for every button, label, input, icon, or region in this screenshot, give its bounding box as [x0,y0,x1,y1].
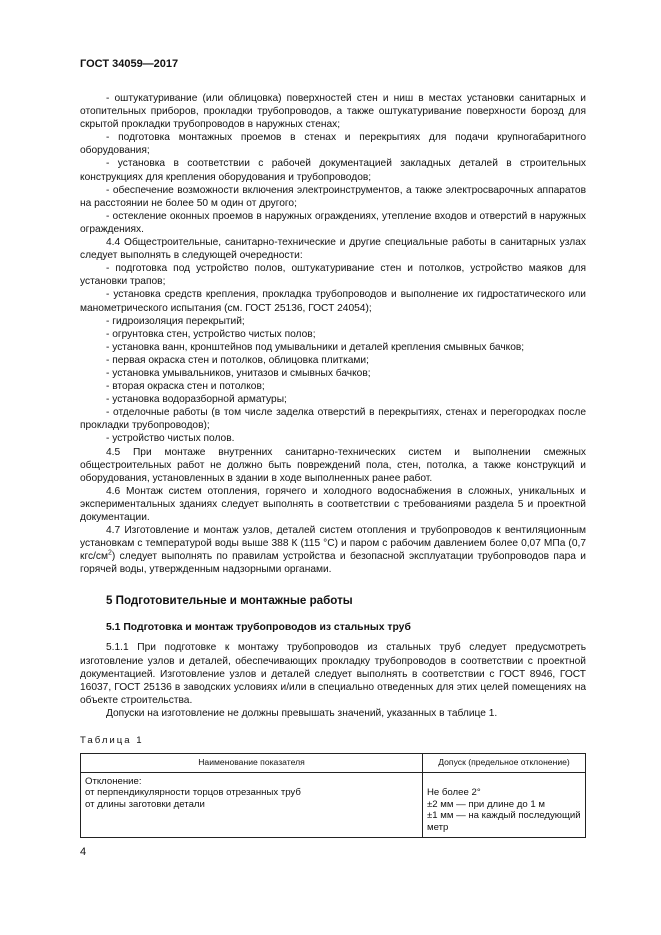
section-5-title: 5 Подготовительные и монтажные работы [106,594,353,608]
table-1 [80,753,586,838]
paragraph: - обеспечение возможности включения электроинструментов, а также электросварочных аппаратов на расстоянии не более 50 м один от другого; [80,184,586,209]
paragraph: - гидроизоляция перекрытий; [106,315,245,327]
p47-superscript: 2 [107,549,112,557]
paragraph: - отделочные работы (в том числе заделка отверстий в перекрытиях, стенах и перегородках после прокладки трубопроводов); [80,407,586,432]
paragraph: - вторая окраска стен и потолков; [106,381,265,393]
paragraph: - подготовка под устройство полов, оштукатуривание стен и потолков, устройство маяков для установки трапов; [80,263,586,288]
table-header-row [81,754,586,773]
cell-line: ±1 мм — на каждый последующий метр [427,810,581,833]
paragraph: - установка ванн, кронштейнов под умывальники и деталей крепления смывных бачков; [106,341,525,353]
table-header-cell: Допуск (предельное отклонение) [423,754,586,773]
table-caption: Таблица 1 [80,735,144,747]
paragraph: 5.1.1 При подготовке к монтажу трубопроводов из стальных труб следует предусмотреть изготовление узлов и деталей, обеспечивающих прокладку трубопроводов в соответствии с проектной документацией. Изготовление узлов и деталей следует выполнять в соответствии с ГОСТ 8946, ГОСТ 16037, ГОСТ 25136 в заводских условиях и/или в специально отведенных для этих целей помещениях на объекте строительства. [80,642,586,706]
table-cell [81,772,423,838]
paragraph: 4.6 Монтаж систем отопления, горячего и холодного водоснабжения в сложных, уникальных и экспериментальных зданиях следует выполнять в соответствии с требованиями раздела 5 и проектной документации. [80,485,586,523]
cell-line: от перпендикулярности торцов отрезанных труб [85,787,301,799]
document-body [80,92,586,838]
paragraph: - остекление оконных проемов в наружных ограждениях, утепление входов и отверстий в наружных ограждениях. [80,210,586,235]
table-cell [423,772,586,838]
cell-line: от длины заготовки детали [85,798,205,810]
paragraph: Допуски на изготовление не должны превышать значений, указанных в таблице 1. [106,707,498,719]
cell-line: ±2 мм — при длине до 1 м [427,798,545,810]
paragraph: - устройство чистых полов. [106,433,235,445]
paragraph: - установка средств крепления, прокладка трубопроводов и выполнение их гидростатического или манометрического испытания (см. ГОСТ 25136, ГОСТ 24054); [80,289,586,314]
section-5-1-title: 5.1 Подготовка и монтаж трубопроводов из стальных труб [106,622,411,634]
table-header-cell: Наименование показателя [81,754,423,773]
paragraph: - установка водоразборной арматуры; [106,394,287,406]
p47-before: 4.7 Изготовление и монтаж узлов, деталей систем отопления и трубопроводов к вентиляционным установкам с температурой воды выше 388 К (115 °С) и паром с рабочим давлением более 0,07 МПа (0,7 кгс/см [80,525,586,563]
p47-after: ) следует выполнять по правилам устройства и безопасной эксплуатации трубопроводов пара и горячей воды, утвержденным надзорными органами. [80,551,586,576]
cell-line: Отклонение: [85,775,142,787]
paragraph-4-7 [80,524,586,576]
paragraph: - огрунтовка стен, устройство чистых полов; [106,328,316,340]
page-number: 4 [80,846,87,858]
paragraph: - оштукатуривание (или облицовка) поверхностей стен и ниш в местах установки санитарных и отопительных приборов, прокладки трубопроводов, а также оштукатуривание поверхности борозд для скрытой прокладки трубопроводов в наружных стенах; [80,93,586,131]
cell-line: Не более 2° [427,787,481,799]
paragraph: - установка в соответствии с рабочей документацией закладных деталей в строительных конструкциях для крепления оборудования и трубопроводов; [80,158,586,183]
table-row [81,772,586,838]
document-header: ГОСТ 34059—2017 [80,58,179,70]
paragraph: 4.5 При монтаже внутренних санитарно-технических систем и выполнении смежных общестроительных работ не должно быть повреждений пола, стен, потолка, а также конструкций и оборудования, установленных в здании в ходе выполненных ранее работ. [80,446,586,484]
cell-spacer [427,776,581,788]
paragraph: - подготовка монтажных проемов в стенах и перекрытиях для подачи крупногабаритного оборудования; [80,132,586,157]
paragraph: - первая окраска стен и потолков, облицовка плитками; [106,354,369,366]
paragraph: - установка умывальников, унитазов и смывных бачков; [106,367,371,379]
paragraph: 4.4 Общестроительные, санитарно-технические и другие специальные работы в санитарных узлах следует выполнять в следующей очередности: [80,237,586,262]
